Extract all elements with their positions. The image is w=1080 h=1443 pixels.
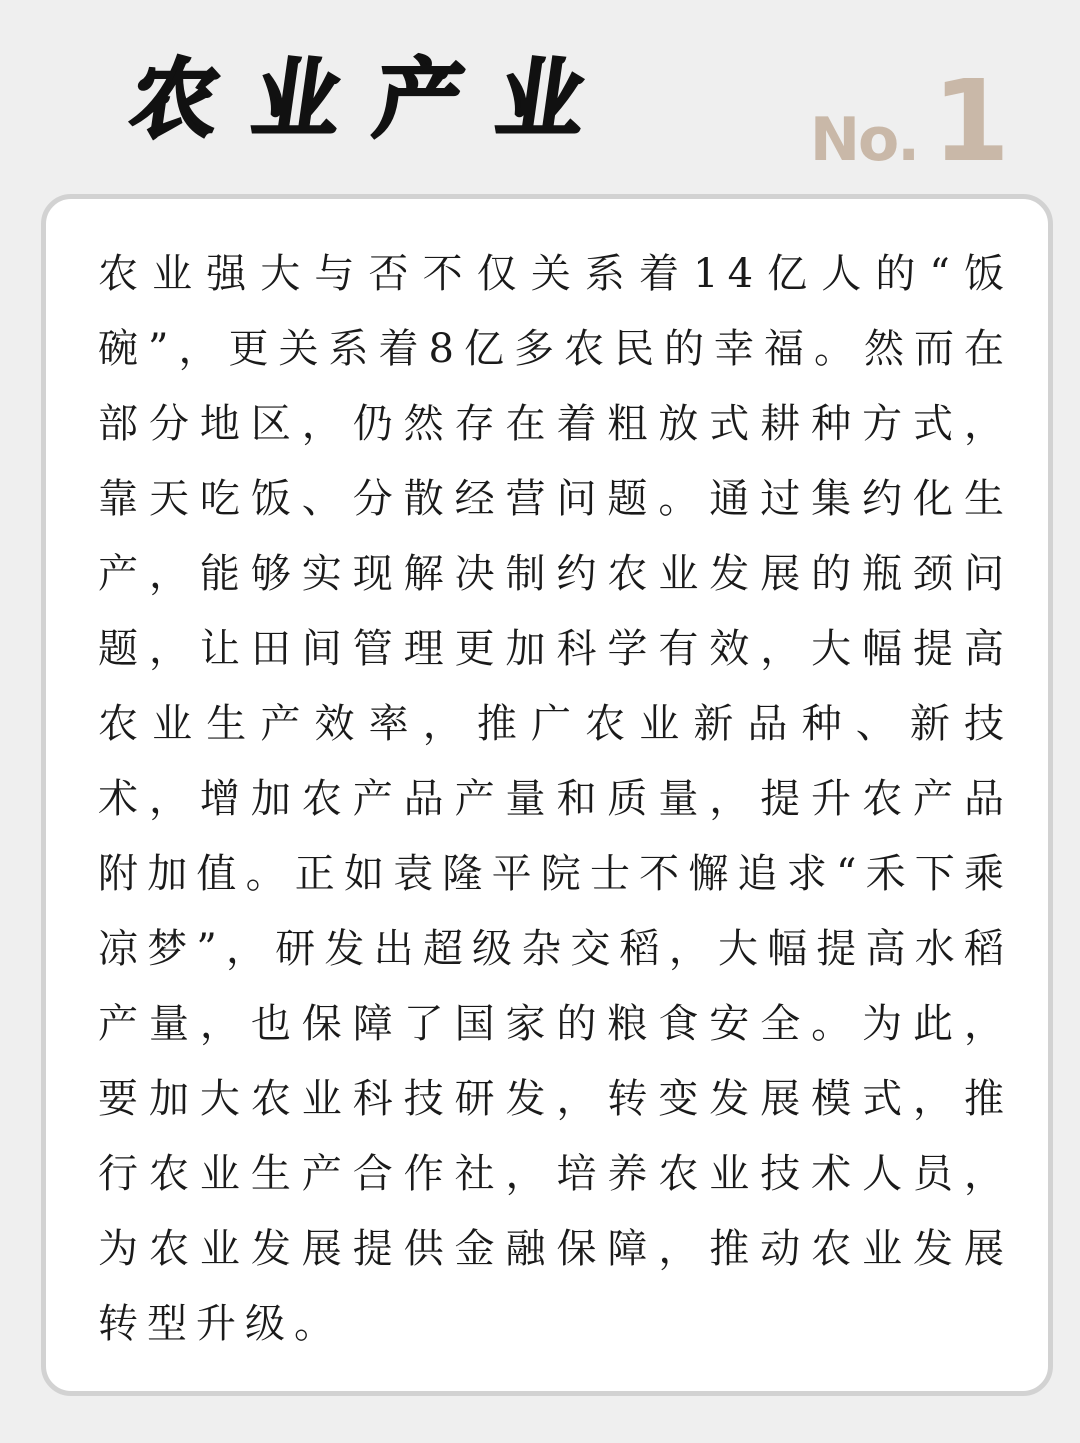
body-paragraph: 农业强大与否不仅关系着14亿人的“饭碗”，更关系着8亿多农民的幸福。然而在部分地区，仍然存在着粗放式耕种方式，靠天吃饭、分散经营问题。通过集约化生产，能够实现解决制约农业发展的瓶颈问题，让田间管理更加科学有效，大幅提高农业生产效率，推广农业新品种、新技术，增加农产品产量和质量，提升农产品附加值。正如袁隆平院士不懈追求“禾下乘凉梦”，研发出超级杂交稻，大幅提高水稻产量，也保障了国家的粮食安全。为此，要加大农业科技研发，转变发展模式，推行农业生产合作社，培养农业技术人员，为农业发展提供金融保障，推动农业发展转型升级。 xyxy=(98,251,1013,1347)
content-card xyxy=(41,194,1053,1396)
issue-label: No. xyxy=(809,105,919,175)
page-title: 农业产业 xyxy=(124,50,628,150)
issue-number-badge xyxy=(809,57,1010,187)
issue-number: 1 xyxy=(932,57,1010,187)
